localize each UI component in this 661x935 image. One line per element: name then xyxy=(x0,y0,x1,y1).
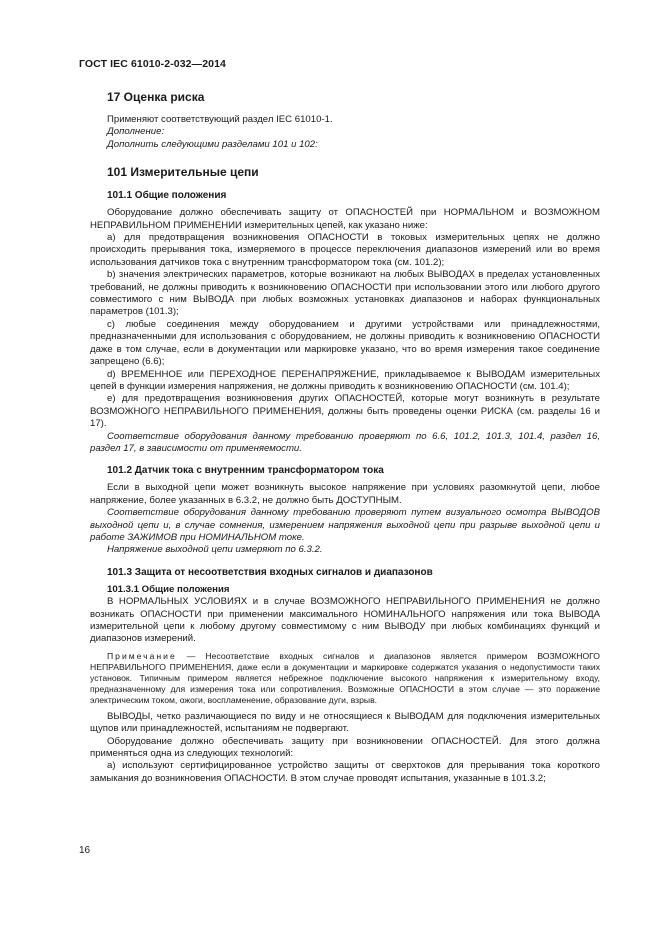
section-101-1-compliance: Соответствие оборудования данному требованию проверяют по 6.6, 101.2, 101.3, 101.4, раздел 16, раздел 17, в зависимости от применяемости. xyxy=(90,430,600,454)
section-101-3-1-title: 101.3.1 Общие положения xyxy=(107,583,230,595)
section-17-line-3: Дополнить следующими разделами 101 и 102: xyxy=(107,138,318,150)
page-number: 16 xyxy=(79,845,91,856)
section-101-2-para-3: Напряжение выходной цепи измеряют по 6.3.2. xyxy=(107,544,323,556)
section-101-3-1-item-a: а) используют сертифицированное устройство защиты от сверхтоков для прерывания тока короткого замыкания до возникновения ОПАСНОСТИ. В этом случае проводят испытания, указанные в 101.3.2; xyxy=(90,760,600,784)
section-101-2-title: 101.2 Датчик тока с внутренним трансформатором тока xyxy=(107,465,384,477)
section-101-2-para-1: Если в выходной цепи может возникнуть высокое напряжение при условиях разомкнутой цепи, любое напряжение, более указанных в 6.3.2, не должно быть ДОСТУПНЫМ. xyxy=(90,482,600,506)
section-101-1-item-b: b) значения электрических параметров, которые возникают на любых ВЫВОДАХ в пределах установленных требований, не должны приводить к возникновению ОПАСНОСТИ при использовании этого или любого другого совместимого с ним ВЫВОДА при любых возможных установках диапазонов и наборах функциональных параметров (101.3); xyxy=(90,269,600,318)
section-101-2-compliance: Соответствие оборудования данному требованию проверяют путем визуального осмотра ВЫВОДОВ выходной цепи и, в случае сомнения, измерением напряжения выходной цепи при разрыве выходной цепи и работе ЗАЖИМОВ при НОМИНАЛЬНОМ токе. xyxy=(90,507,600,543)
section-17-line-2: Дополнение: xyxy=(107,126,165,138)
section-101-3-1-para-1: В НОРМАЛЬНЫХ УСЛОВИЯХ и в случае ВОЗМОЖНОГО НЕПРАВИЛЬНОГО ПРИМЕНЕНИЯ не должно возникать ОПАСНОСТИ при применении максимального НОМИНАЛЬНОГО напряжения или тока ВЫВОДА измерительной цепи к любому другому совместимому с ним ВЫВОДУ при любых комбинациях функций и диапазонов измерений. xyxy=(90,596,600,645)
section-101-3-title: 101.3 Защита от несоответствия входных сигналов и диапазонов xyxy=(107,566,433,578)
standard-header: ГОСТ IEC 61010-2-032—2014 xyxy=(79,58,226,70)
note-label: Примечание xyxy=(107,650,177,661)
page-content xyxy=(90,90,600,785)
section-101-1-title: 101.1 Общие положения xyxy=(107,190,227,202)
section-101-3-1-para-2: ВЫВОДЫ, четко различающиеся по виду и не относящиеся к ВЫВОДАМ для подключения измерительных щупов или принадлежностей, испытаниям не подвергают. xyxy=(90,710,600,735)
note-text: — Несоответствие входных сигналов и диапазонов является примером ВОЗМОЖНОГО НЕПРАВИЛЬНОГО ПРИМЕНЕНИЯ, даже если в документации и маркировке содержатся указания о недопустимости таких установок. Типичным примером является небрежное подключение высокого напряжения к измерительному входу, предназначенному для измерения тока или сопротивления. Возможные ОПАСНОСТИ в этом случае — это поражение электрическим током, ожоги, воспламенение, образование дуги, взрыв. xyxy=(90,650,600,705)
section-17-title: 17 Оценка риска xyxy=(107,90,205,104)
section-101-1-item-e: е) для предотвращения возникновения других ОПАСНОСТЕЙ, которые могут возникнуть в результате ВОЗМОЖНОГО НЕПРАВИЛЬНОГО ПРИМЕНЕНИЯ, должны быть проведены оценки РИСКА (см. разделы 16 и 17). xyxy=(90,393,600,430)
section-17-line-1: Применяют соответствующий раздел IEC 61010-1. xyxy=(107,114,333,125)
section-101-title: 101 Измерительные цепи xyxy=(107,165,259,180)
section-101-1-intro: Оборудование должно обеспечивать защиту от ОПАСНОСТЕЙ при НОРМАЛЬНОМ и ВОЗМОЖНОМ НЕПРАВИЛЬНОМ ПРИМЕНЕНИИ измерительных цепей, как указано ниже: xyxy=(90,207,600,231)
section-101-1-item-d: d) ВРЕМЕННОЕ или ПЕРЕХОДНОЕ ПЕРЕНАПРЯЖЕНИЕ, прикладываемое к ВЫВОДАМ измерительных цепей в функции измерения напряжения, не должны приводить к возникновению ОПАСНОСТИ (см. 101.4); xyxy=(90,368,600,392)
note xyxy=(90,651,600,706)
section-101-1-item-c: с) любые соединения между оборудованием и другими устройствами или принадлежностями, предназначенными для использования с оборудованием, не должны приводить к возникновению ОПАСНОСТИ даже в том случае, если в документации или маркировке указано, что во время измерения такое соединение запрещено (6.6); xyxy=(90,318,600,368)
section-101-1-item-a: а) для предотвращения возникновения ОПАСНОСТИ в токовых измерительных цепях не должно происходить прерывания тока, измеряемого в процессе переключения диапазонов измерений или во время использования датчиков тока с внутренним трансформатором тока (см. 101.2); xyxy=(90,232,600,268)
section-101-3-1-para-3: Оборудование должно обеспечивать защиту при возникновении ОПАСНОСТЕЙ. Для этого должна применяться одна из следующих технологий: xyxy=(90,735,600,760)
